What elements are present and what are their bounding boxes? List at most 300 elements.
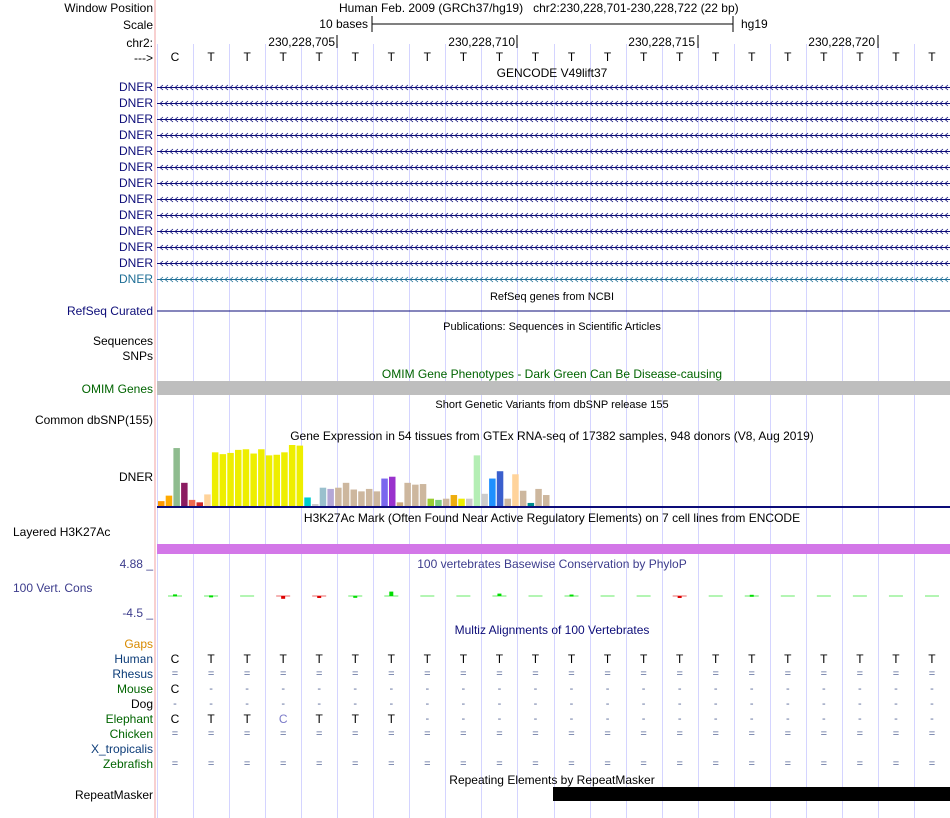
base-letter: T	[603, 50, 612, 64]
multiz-base: -	[461, 713, 466, 725]
base-letter: T	[315, 50, 323, 64]
multiz-base: -	[389, 698, 394, 710]
base-letter: T	[459, 50, 468, 64]
base-letter: T	[820, 50, 828, 64]
multiz-base: -	[317, 683, 322, 695]
multiz-species-label[interactable]: Zebrafish	[102, 757, 153, 771]
gtex-tissue-bar[interactable]	[227, 453, 234, 506]
base-letter: T	[531, 50, 540, 64]
refseq-track-label[interactable]: RefSeq Curated	[66, 304, 153, 318]
multiz-base: -	[533, 713, 538, 725]
multiz-base: -	[858, 713, 862, 725]
publications-snps-label[interactable]: SNPs	[122, 349, 153, 363]
multiz-base: -	[749, 698, 754, 710]
gtex-tissue-bar[interactable]	[173, 448, 180, 506]
publications-sequences-label[interactable]: Sequences	[92, 334, 153, 348]
publications-track-title: Publications: Sequences in Scientific Articles	[443, 321, 661, 333]
gtex-tissue-bar[interactable]	[381, 479, 388, 506]
gtex-tissue-bar[interactable]	[543, 495, 550, 506]
multiz-base: T	[712, 652, 720, 666]
multiz-base: -	[641, 698, 646, 710]
scale-label: Scale	[122, 18, 153, 32]
base-letter: T	[748, 50, 756, 64]
multiz-base: =	[856, 728, 864, 740]
gtex-tissue-bar[interactable]	[289, 445, 296, 506]
phylop-score-mark[interactable]	[209, 595, 213, 597]
gtex-tissue-bar[interactable]	[327, 489, 334, 506]
base-letter: T	[243, 50, 251, 64]
gtex-tissue-bar[interactable]	[343, 483, 350, 506]
multiz-base: =	[568, 668, 575, 680]
gtex-tissue-bar[interactable]	[181, 483, 188, 506]
gencode-transcript-label[interactable]: DNER	[118, 240, 153, 254]
multiz-base: =	[424, 728, 431, 740]
gencode-transcript-label[interactable]: DNER	[118, 224, 153, 238]
gtex-tissue-bar[interactable]	[274, 455, 281, 506]
multiz-base: -	[677, 683, 682, 695]
multiz-base: -	[821, 698, 826, 710]
multiz-base: T	[820, 652, 828, 666]
multiz-base: -	[821, 713, 826, 725]
tick-label-2: 230,228,710	[448, 35, 515, 49]
phylop-score-mark[interactable]	[281, 596, 285, 599]
multiz-base: =	[279, 728, 287, 740]
multiz-base: -	[641, 713, 646, 725]
multiz-base: =	[496, 728, 503, 740]
multiz-base: -	[281, 683, 285, 695]
multiz-base: =	[928, 728, 936, 740]
multiz-base: -	[209, 698, 213, 710]
multiz-base: =	[532, 758, 539, 770]
gencode-transcript-label[interactable]: DNER	[118, 256, 153, 270]
multiz-base: =	[352, 668, 359, 680]
multiz-base: =	[748, 668, 755, 680]
multiz-base: =	[568, 758, 575, 770]
multiz-base: =	[928, 758, 936, 770]
multiz-base: =	[892, 758, 900, 770]
gencode-transcript-label[interactable]: DNER	[118, 80, 153, 94]
gtex-tissue-bar[interactable]	[266, 455, 273, 506]
gencode-transcript-label[interactable]: DNER	[118, 192, 153, 206]
multiz-base: -	[785, 698, 790, 710]
ruler-ticks	[337, 35, 878, 48]
multiz-base: -	[497, 698, 502, 710]
multiz-base: -	[930, 713, 934, 725]
multiz-base: =	[243, 668, 251, 680]
multiz-base: -	[569, 683, 574, 695]
gtex-tissue-bar[interactable]	[497, 471, 504, 506]
multiz-base: =	[604, 758, 611, 770]
multiz-base: =	[712, 728, 719, 740]
multiz-base: -	[461, 698, 466, 710]
multiz-base: -	[353, 683, 358, 695]
tick-label-3: 230,228,715	[628, 35, 695, 49]
multiz-base: =	[207, 668, 215, 680]
multiz-base: =	[424, 758, 431, 770]
gtex-tissue-bar[interactable]	[220, 454, 227, 506]
base-letter: T	[639, 50, 648, 64]
multiz-base: =	[496, 758, 503, 770]
gtex-tissue-bar[interactable]	[505, 499, 512, 506]
base-letter: T	[387, 50, 395, 64]
gtex-tissue-bar[interactable]	[304, 497, 311, 506]
multiz-base: =	[820, 728, 828, 740]
multiz-base: -	[209, 683, 213, 695]
multiz-base: T	[567, 652, 576, 666]
multiz-base: C	[170, 712, 180, 726]
multiz-base: -	[497, 683, 502, 695]
multiz-base: =	[171, 668, 179, 680]
multiz-base: =	[388, 668, 395, 680]
gtex-tissue-bar[interactable]	[466, 499, 473, 506]
phylop-score-mark[interactable]	[389, 592, 393, 596]
gencode-transcript-label[interactable]: DNER	[118, 96, 153, 110]
multiz-base: -	[894, 698, 898, 710]
multiz-base: =	[424, 668, 431, 680]
scale-db: hg19	[741, 17, 768, 31]
multiz-base: =	[856, 668, 864, 680]
multiz-base: =	[532, 728, 539, 740]
multiz-base: -	[245, 698, 249, 710]
multiz-base: -	[858, 683, 862, 695]
multiz-base: =	[207, 728, 215, 740]
multiz-base: =	[784, 758, 791, 770]
multiz-base: =	[892, 728, 900, 740]
multiz-base: =	[604, 668, 611, 680]
multiz-base: -	[749, 713, 754, 725]
multiz-base: -	[533, 683, 538, 695]
multiz-base: =	[315, 728, 323, 740]
multiz-base: =	[676, 758, 683, 770]
conservation-track-label[interactable]: 100 Vert. Cons	[13, 581, 93, 595]
multiz-base: -	[281, 698, 285, 710]
multiz-base: -	[821, 683, 826, 695]
multiz-base: -	[930, 698, 934, 710]
gtex-tissue-bar[interactable]	[212, 452, 219, 506]
gencode-transcript-label[interactable]: DNER	[118, 176, 153, 190]
gencode-transcript-label[interactable]: DNER	[118, 272, 153, 286]
multiz-base: -	[605, 713, 610, 725]
multiz-base: -	[425, 683, 430, 695]
conservation-track-title: 100 vertebrates Basewise Conservation by PhyloP	[417, 557, 687, 571]
multiz-base: -	[785, 713, 790, 725]
multiz-base: -	[641, 683, 646, 695]
multiz-base: T	[423, 652, 431, 666]
multiz-base: =	[171, 728, 179, 740]
multiz-base: T	[495, 652, 504, 666]
base-letter: T	[675, 50, 684, 64]
multiz-base: =	[748, 758, 755, 770]
omim-track-label[interactable]: OMIM Genes	[81, 382, 153, 396]
multiz-base: T	[315, 652, 323, 666]
multiz-base: -	[858, 698, 862, 710]
gencode-transcript-label[interactable]: DNER	[118, 160, 153, 174]
gtex-tissue-bar[interactable]	[458, 499, 465, 506]
multiz-base: -	[461, 683, 466, 695]
gencode-transcript-label[interactable]: DNER	[118, 144, 153, 158]
base-letter: T	[712, 50, 720, 64]
multiz-base: T	[675, 652, 684, 666]
gtex-tissue-bar[interactable]	[435, 500, 442, 506]
tick-label-4: 230,228,720	[808, 35, 875, 49]
multiz-base: -	[713, 698, 718, 710]
multiz-base: T	[748, 652, 756, 666]
gtex-tissue-bar[interactable]	[397, 502, 404, 506]
base-letter: T	[279, 50, 287, 64]
gencode-track-title: GENCODE V49lift37	[496, 66, 608, 80]
phylop-conservation-marks[interactable]	[168, 592, 939, 599]
base-letter: T	[892, 50, 900, 64]
multiz-species-label[interactable]: Elephant	[105, 712, 153, 726]
multiz-track-title: Multiz Alignments of 100 Vertebrates	[454, 623, 650, 637]
conservation-min-label: -4.5 _	[122, 606, 153, 620]
multiz-base: T	[603, 652, 612, 666]
multiz-base: T	[639, 652, 648, 666]
gtex-tissue-bar[interactable]	[312, 504, 319, 506]
multiz-base: -	[605, 698, 610, 710]
gtex-tissue-bar[interactable]	[520, 491, 527, 506]
multiz-base: =	[640, 728, 647, 740]
multiz-base: =	[676, 728, 683, 740]
multiz-base: T	[351, 652, 359, 666]
multiz-base: =	[820, 758, 828, 770]
multiz-base: -	[677, 713, 682, 725]
gencode-transcripts[interactable]	[157, 85, 950, 282]
multiz-species-label[interactable]: X_tropicalis	[90, 742, 153, 756]
gtex-tissue-bar[interactable]	[481, 494, 488, 506]
omim-gene-bar[interactable]	[157, 381, 950, 395]
multiz-base: =	[712, 668, 719, 680]
multiz-base: T	[856, 652, 864, 666]
base-letter: C	[170, 50, 180, 64]
multiz-base: =	[820, 668, 828, 680]
chrom-label: chr2:	[126, 36, 153, 50]
multiz-base: -	[569, 698, 574, 710]
gtex-tissue-bar[interactable]	[297, 446, 304, 506]
multiz-base: T	[928, 652, 936, 666]
multiz-base: =	[388, 728, 395, 740]
gtex-tissue-bar[interactable]	[197, 502, 204, 506]
multiz-base: -	[930, 683, 934, 695]
repeatmasker-track-title: Repeating Elements by RepeatMasker	[449, 773, 655, 787]
multiz-base: =	[243, 728, 251, 740]
multiz-base: =	[640, 668, 647, 680]
multiz-base: -	[497, 713, 502, 725]
multiz-base: T	[387, 652, 395, 666]
base-letter: T	[495, 50, 504, 64]
multiz-base: =	[532, 668, 539, 680]
phylop-score-mark[interactable]	[750, 595, 754, 597]
base-letter: T	[423, 50, 431, 64]
phylop-score-mark[interactable]	[497, 594, 501, 596]
multiz-base: =	[748, 728, 755, 740]
multiz-base: =	[856, 758, 864, 770]
scale-text: 10 bases	[319, 17, 368, 31]
dbsnp-track-title: Short Genetic Variants from dbSNP release 155	[435, 399, 669, 411]
multiz-base: -	[173, 698, 177, 710]
multiz-base: -	[569, 713, 574, 725]
multiz-base: T	[243, 712, 251, 726]
gtex-tissue-bar[interactable]	[189, 500, 196, 506]
gtex-tissue-bar[interactable]	[443, 499, 450, 506]
multiz-base: -	[317, 698, 322, 710]
multiz-species-label[interactable]: Mouse	[116, 682, 153, 696]
conservation-max-label: 4.88 _	[119, 557, 153, 571]
multiz-base: T	[279, 652, 287, 666]
repeatmasker-element[interactable]	[553, 787, 950, 801]
multiz-base: =	[604, 728, 611, 740]
multiz-species-label[interactable]: Chicken	[109, 727, 153, 741]
gtex-tissue-bar[interactable]	[474, 455, 481, 506]
multiz-base: T	[531, 652, 540, 666]
multiz-base: =	[171, 758, 179, 770]
gtex-tissue-bar[interactable]	[512, 474, 519, 506]
multiz-base: =	[784, 668, 791, 680]
multiz-base: -	[245, 683, 249, 695]
multiz-species-label[interactable]: Dog	[130, 697, 153, 711]
gencode-transcript-label[interactable]: DNER	[118, 208, 153, 222]
omim-track-title: OMIM Gene Phenotypes - Dark Green Can Be Disease-causing	[381, 367, 723, 381]
multiz-base: T	[243, 652, 251, 666]
multiz-base: C	[170, 652, 180, 666]
gtex-expression-bars[interactable]	[158, 445, 550, 506]
gtex-tissue-bar[interactable]	[389, 477, 396, 506]
multiz-base: -	[713, 683, 718, 695]
gtex-tissue-bar[interactable]	[428, 499, 435, 506]
strand-label: --->	[134, 51, 153, 65]
gtex-tissue-bar[interactable]	[374, 491, 381, 506]
multiz-base: T	[892, 652, 900, 666]
base-letter: T	[856, 50, 864, 64]
multiz-base: T	[387, 712, 395, 726]
gtex-tissue-bar[interactable]	[320, 488, 327, 506]
multiz-base: -	[677, 698, 682, 710]
base-letter: T	[567, 50, 576, 64]
multiz-base: -	[425, 698, 430, 710]
gtex-tissue-bar[interactable]	[335, 488, 342, 506]
multiz-base: =	[496, 668, 503, 680]
h3k27ac-signal[interactable]	[157, 544, 950, 554]
multiz-base: -	[713, 713, 718, 725]
dbsnp-track-label[interactable]: Common dbSNP(155)	[34, 413, 153, 427]
gtex-tissue-bar[interactable]	[451, 495, 458, 506]
gtex-tissue-bar[interactable]	[281, 452, 288, 506]
window-position-label: Window Position	[64, 1, 153, 15]
gencode-transcript-label[interactable]: DNER	[118, 128, 153, 142]
gtex-tissue-bar[interactable]	[535, 489, 542, 506]
phylop-score-mark[interactable]	[678, 596, 682, 598]
multiz-base: =	[460, 668, 467, 680]
gtex-tissue-bar[interactable]	[166, 496, 173, 506]
gtex-track-title: Gene Expression in 54 tissues from GTEx RNA-seq of 17382 samples, 948 donors (V8, Aug 2019)	[290, 429, 814, 443]
multiz-base: =	[207, 758, 215, 770]
gtex-tissue-bar[interactable]	[412, 485, 419, 506]
multiz-base: =	[784, 728, 791, 740]
multiz-base: =	[279, 758, 287, 770]
multiz-base: T	[351, 712, 359, 726]
tick-label-1: 230,228,705	[268, 35, 335, 49]
multiz-base: =	[928, 668, 936, 680]
phylop-score-mark[interactable]	[353, 596, 357, 598]
multiz-base: =	[712, 758, 719, 770]
phylop-score-mark[interactable]	[570, 595, 574, 597]
multiz-base: -	[605, 683, 610, 695]
multiz-base: -	[353, 698, 358, 710]
multiz-base: T	[315, 712, 323, 726]
multiz-base: =	[315, 758, 323, 770]
gtex-tissue-bar[interactable]	[528, 503, 535, 506]
multiz-base: =	[352, 758, 359, 770]
multiz-base: -	[749, 683, 754, 695]
h3k27ac-track-title: H3K27Ac Mark (Often Found Near Active Regulatory Elements) on 7 cell lines from ENCODE	[303, 511, 801, 525]
phylop-score-mark[interactable]	[173, 594, 177, 596]
gtex-tissue-bar[interactable]	[250, 454, 257, 506]
phylop-score-mark[interactable]	[317, 596, 321, 598]
gtex-tissue-bar[interactable]	[420, 484, 427, 506]
multiz-base: -	[389, 683, 394, 695]
gtex-tissue-bar[interactable]	[158, 501, 165, 506]
multiz-gaps-label: Gaps	[124, 637, 153, 651]
multiz-base: C	[170, 682, 180, 696]
multiz-base: -	[533, 698, 538, 710]
base-letter: T	[928, 50, 936, 64]
multiz-base: T	[784, 652, 792, 666]
gtex-tissue-bar[interactable]	[404, 483, 411, 506]
base-letter: T	[351, 50, 359, 64]
multiz-base: =	[460, 728, 467, 740]
multiz-base: =	[640, 758, 647, 770]
assembly-name: Human Feb. 2009 (GRCh37/hg19) chr2:230,228,701-230,228,722 (22 bp)	[339, 1, 739, 15]
gencode-transcript-label[interactable]: DNER	[118, 112, 153, 126]
gtex-tissue-bar[interactable]	[358, 491, 365, 506]
gtex-tissue-bar[interactable]	[351, 490, 358, 506]
multiz-base: =	[352, 728, 359, 740]
gtex-tissue-bar[interactable]	[235, 450, 242, 506]
gtex-tissue-bar[interactable]	[204, 494, 211, 506]
multiz-base: =	[568, 728, 575, 740]
multiz-base: =	[460, 758, 467, 770]
base-letter: T	[207, 50, 215, 64]
multiz-base: T	[207, 712, 215, 726]
gtex-tissue-bar[interactable]	[366, 489, 373, 506]
multiz-base: =	[315, 668, 323, 680]
multiz-base: =	[279, 668, 287, 680]
multiz-species-label[interactable]: Human	[114, 652, 153, 666]
gtex-tissue-bar[interactable]	[489, 479, 496, 506]
multiz-base: -	[894, 683, 898, 695]
scale-bar	[372, 16, 733, 32]
position-range: chr2:230,228,701-230,228,722 (22 bp)	[533, 1, 739, 15]
multiz-base: T	[459, 652, 468, 666]
h3k27ac-track-label[interactable]: Layered H3K27Ac	[13, 525, 111, 539]
multiz-species-label[interactable]: Rhesus	[112, 667, 153, 681]
multiz-base: =	[892, 668, 900, 680]
gtex-tissue-bar[interactable]	[258, 449, 265, 506]
multiz-base: T	[207, 652, 215, 666]
gtex-track-label[interactable]: DNER	[118, 470, 153, 484]
multiz-base: C	[278, 712, 288, 726]
multiz-base: -	[425, 713, 430, 725]
multiz-base: =	[243, 758, 251, 770]
multiz-base: -	[785, 683, 790, 695]
gtex-tissue-bar[interactable]	[243, 449, 250, 506]
multiz-base: =	[676, 668, 683, 680]
base-letter: T	[784, 50, 792, 64]
multiz-base: =	[388, 758, 395, 770]
refseq-track-title: RefSeq genes from NCBI	[489, 291, 615, 303]
multiz-base: -	[894, 713, 898, 725]
repeatmasker-track-label[interactable]: RepeatMasker	[74, 788, 153, 802]
